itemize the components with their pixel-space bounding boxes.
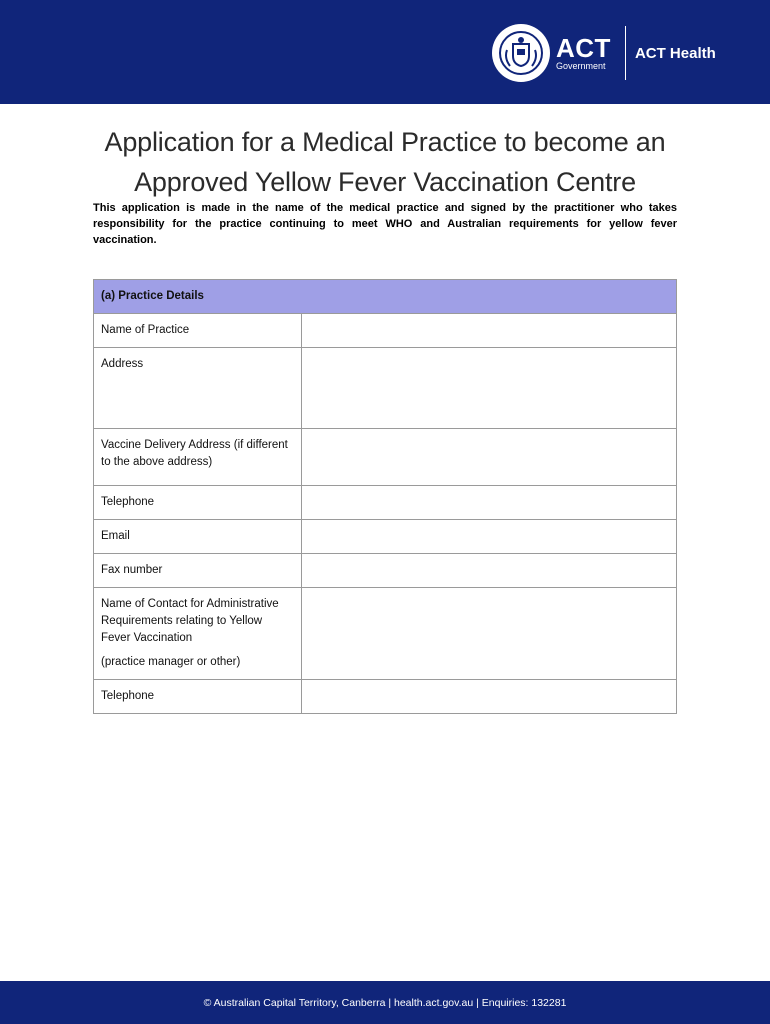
table-row <box>94 680 677 714</box>
field-label: Address <box>94 348 302 429</box>
delivery-address-field[interactable] <box>302 429 677 486</box>
intro-paragraph: This application is made in the name of the medical practice and signed by the practitioner who takes responsibility for the practice continuing to meet WHO and Australian requirements for yellow fever vaccination. <box>93 202 677 246</box>
field-label: Telephone <box>94 486 302 520</box>
table-row <box>94 588 677 680</box>
section-heading: (a) Practice Details <box>94 280 677 314</box>
field-label: Fax number <box>94 554 302 588</box>
table-row <box>94 429 677 486</box>
email-field[interactable] <box>302 520 677 554</box>
coat-of-arms-icon <box>492 24 550 82</box>
practice-name-field[interactable] <box>302 314 677 348</box>
address-field[interactable] <box>302 348 677 429</box>
field-label <box>94 588 302 680</box>
field-label: Vaccine Delivery Address (if different to the above address) <box>94 429 302 486</box>
table-row <box>94 554 677 588</box>
field-label: Email <box>94 520 302 554</box>
table-row <box>94 348 677 429</box>
page-title <box>60 122 710 202</box>
title-line-1: Application for a Medical Practice to become an <box>104 127 666 157</box>
table-row <box>94 520 677 554</box>
act-government-logo <box>492 24 716 82</box>
telephone-field[interactable] <box>302 486 677 520</box>
department-name: ACT Health <box>634 44 716 62</box>
fax-field[interactable] <box>302 554 677 588</box>
act-wordmark <box>556 35 611 71</box>
logo-divider <box>625 26 626 80</box>
table-row <box>94 314 677 348</box>
table-row <box>94 486 677 520</box>
title-line-2: Approved Yellow Fever Vaccination Centre <box>134 167 636 197</box>
field-label: Name of Practice <box>94 314 302 348</box>
field-label: Telephone <box>94 680 302 714</box>
page-header <box>0 0 770 104</box>
admin-contact-field[interactable] <box>302 588 677 680</box>
page-footer <box>0 981 770 1024</box>
logo-subtext: Government <box>556 61 606 71</box>
footer-text: © Australian Capital Territory, Canberra | health.act.gov.au | Enquiries: 132281 <box>203 996 567 1009</box>
section-header-row <box>94 280 677 314</box>
logo-text: ACT <box>556 33 611 63</box>
practice-details-table <box>93 279 677 714</box>
contact-label: Name of Contact for Administrative Requirements relating to Yellow Fever Vaccination <box>101 598 279 644</box>
contact-telephone-field[interactable] <box>302 680 677 714</box>
contact-label-note: (practice manager or other) <box>101 656 241 668</box>
